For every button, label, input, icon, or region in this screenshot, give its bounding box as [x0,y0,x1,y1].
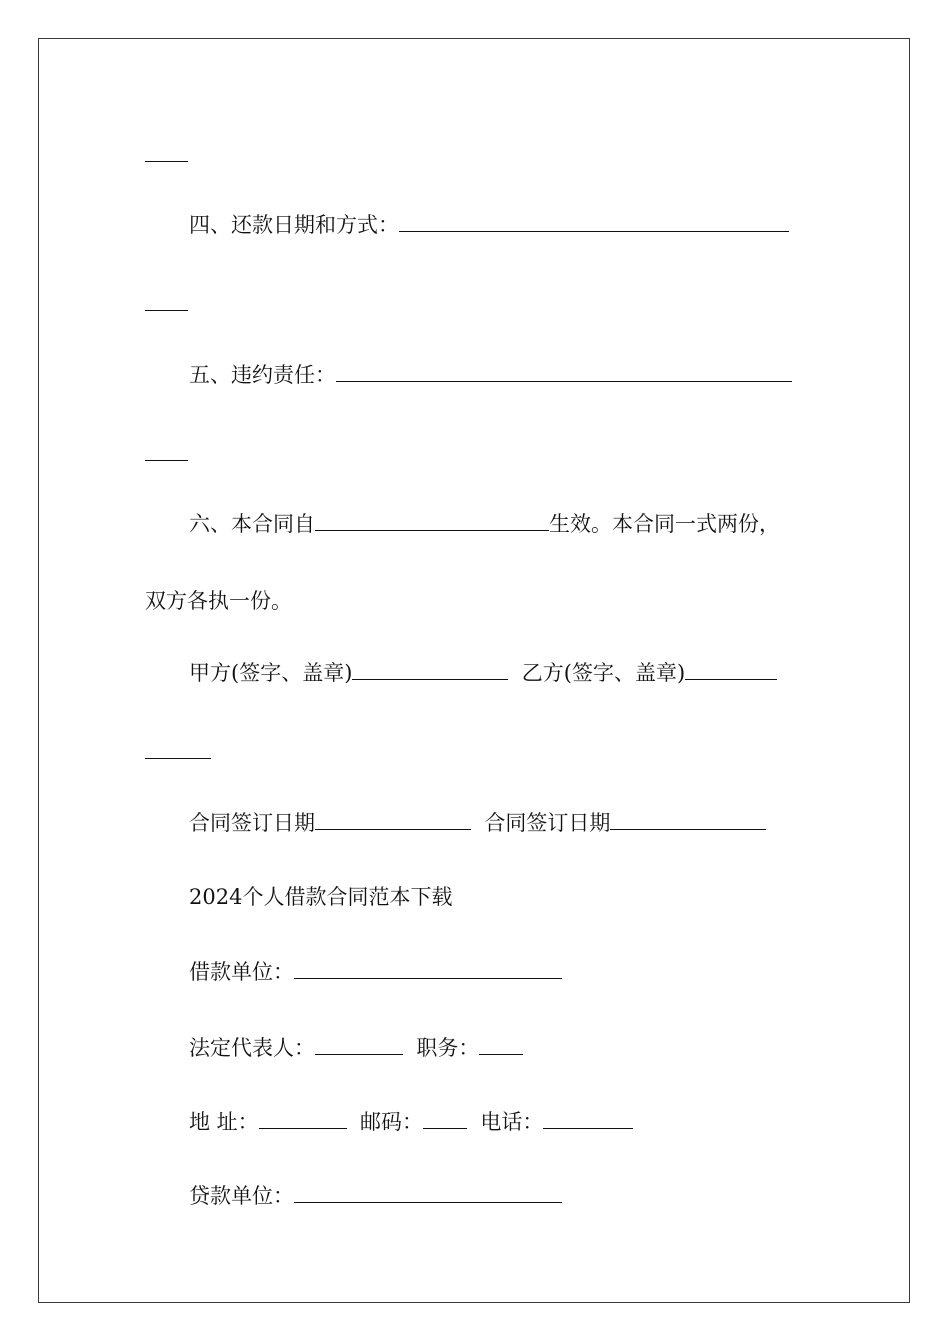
sign-date-line [189,811,766,835]
address-line [189,1110,633,1134]
lender-unit-line [189,1184,562,1208]
party-a-sign-label: 甲方(签字、盖章) [189,661,353,685]
sign-date-label-b: 合同签订日期 [484,811,611,835]
blank-continuation [145,160,188,162]
party-a-sign-blank [352,661,508,680]
phone-label: 电话： [480,1110,544,1134]
liability-blank [336,363,792,382]
clause-4 [189,213,789,237]
clause-5-label: 五、违约责任： [189,363,336,387]
postcode-blank [423,1110,467,1129]
blank-continuation [145,757,211,759]
party-b-sign-label: 乙方(签字、盖章) [521,661,686,685]
sign-date-blank-b [610,811,766,830]
clause-6-after: 生效。本合同一式两份， [549,512,780,536]
clause-6-continuation: 双方各执一份。 [145,589,292,613]
address-blank [259,1110,347,1129]
sign-date-blank-a [315,811,471,830]
blank-continuation [145,459,188,461]
borrower-unit-label: 借款单位： [189,960,294,984]
sign-date-label-a: 合同签订日期 [189,811,315,835]
lender-unit-label: 贷款单位： [189,1184,294,1208]
clause-6 [189,512,780,536]
repayment-blank [399,213,789,232]
clause-5 [189,363,792,387]
phone-blank [543,1110,633,1129]
lender-unit-blank [294,1184,562,1203]
address-label: 地 址： [189,1110,259,1134]
legal-rep-label: 法定代表人： [189,1036,315,1060]
borrower-unit-blank [294,960,562,979]
clause-4-label: 四、还款日期和方式： [189,213,399,237]
signature-line [189,661,777,685]
legal-rep-blank [315,1036,403,1055]
borrower-unit-line [189,960,562,984]
clause-6-before: 六、本合同自 [189,512,315,536]
postcode-label: 邮码： [360,1110,424,1134]
legal-rep-line [189,1036,523,1060]
position-blank [479,1036,523,1055]
effective-date-blank [315,512,549,531]
blank-continuation [145,309,188,311]
party-b-sign-blank [685,661,777,680]
position-label: 职务： [416,1036,480,1060]
section-heading: 2024个人借款合同范本下载 [189,885,453,909]
